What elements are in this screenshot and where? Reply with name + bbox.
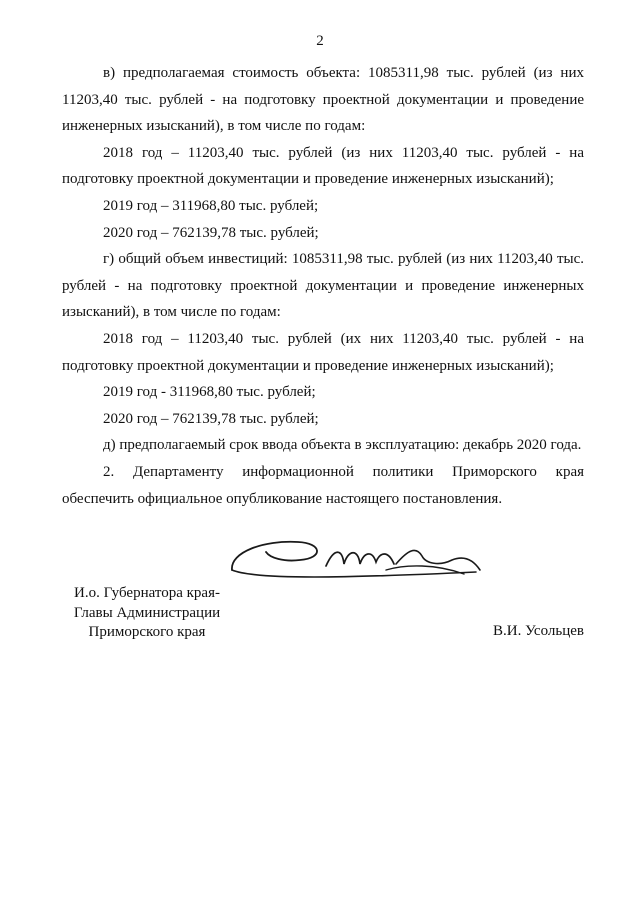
paragraph-commissioning: д) предполагаемый срок ввода объекта в эксплуатацию: декабрь 2020 года. (103, 437, 582, 454)
paragraph-cost-2018: 2018 год – 11203,40 тыс. рублей (из них 11203,40 тыс. рублей - на подготовку проектной документации и проведение инженерных изысканий); (62, 144, 584, 188)
paragraph-cost-2020: 2020 год – 762139,78 тыс. рублей; (103, 224, 319, 241)
signer-position (62, 584, 232, 643)
paragraph-investment-2019: 2019 год - 311968,80 тыс. рублей; (103, 384, 316, 401)
paragraph-investment: г) общий объем инвестиций: 1085311,98 тыс. рублей (из них 11203,40 тыс. рублей - на подготовку проектной документации и проведение инженерных изысканий), в том числе по годам: (62, 251, 584, 321)
handwritten-signature (226, 530, 486, 592)
paragraph-cost: в) предполагаемая стоимость объекта: 1085311,98 тыс. рублей (из них 11203,40 тыс. рублей - на подготовку проектной документации и проведение инженерных изысканий), в том числе по годам: (62, 65, 584, 135)
paragraph-cost-2019: 2019 год – 311968,80 тыс. рублей; (103, 197, 319, 214)
document-body (62, 60, 584, 512)
paragraph-investment-2018: 2018 год – 11203,40 тыс. рублей (их них 11203,40 тыс. рублей - на подготовку проектной документации и проведение инженерных изысканий); (62, 330, 584, 374)
signer-title-line: И.о. Губернатора края- (74, 585, 220, 601)
page-number: 2 (316, 33, 324, 49)
signer-title-line: Главы Администрации (73, 604, 221, 621)
signer-title-line: Приморского края (88, 624, 206, 640)
signer-name: В.И. Усольцев (493, 623, 584, 639)
paragraph-publication: 2. Департаменту информационной политики Приморского края обеспечить официальное опубликование настоящего постановления. (62, 463, 584, 507)
paragraph-investment-2020: 2020 год – 762139,78 тыс. рублей; (103, 410, 319, 427)
